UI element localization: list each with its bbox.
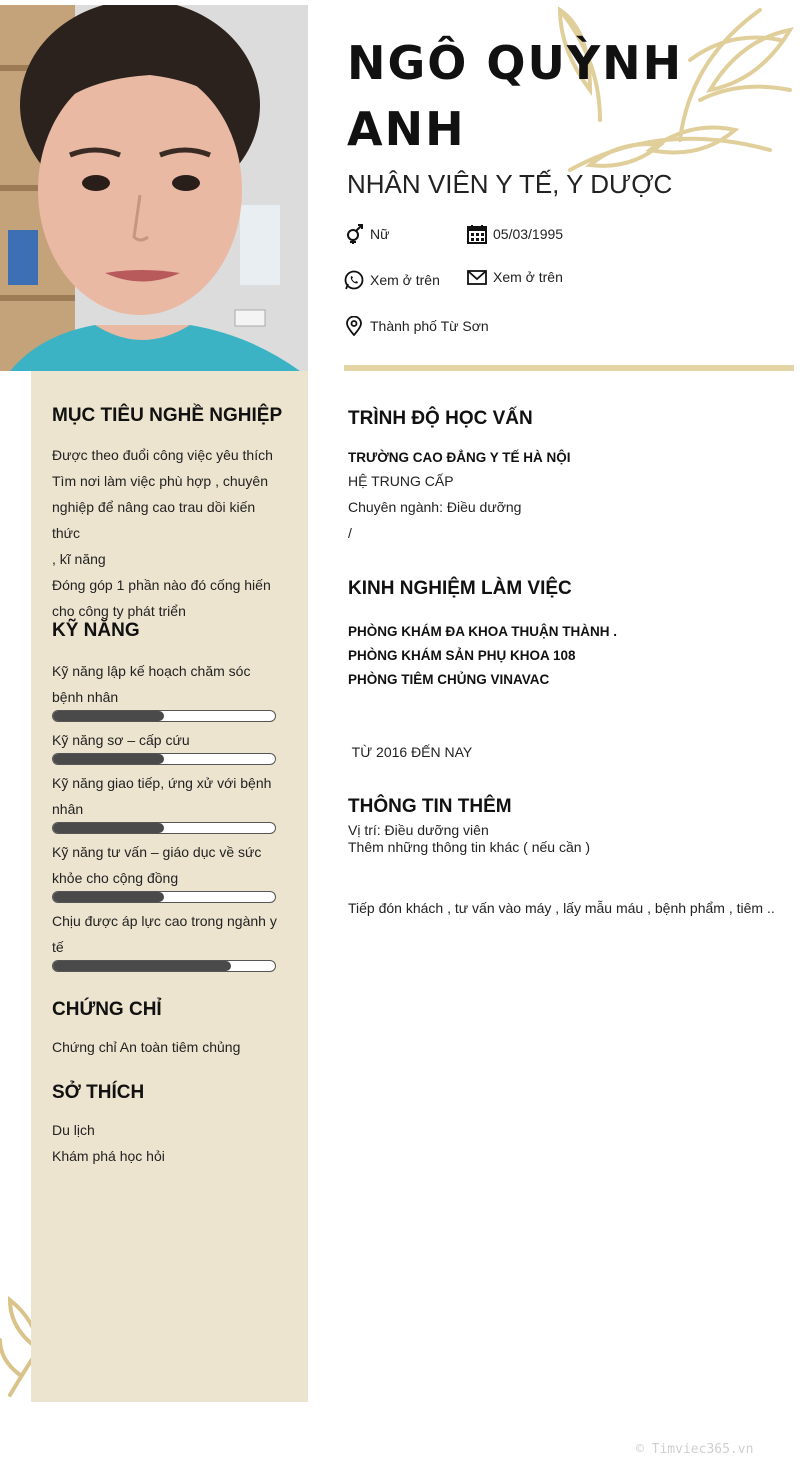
email-info: [467, 267, 563, 287]
watermark: © Timviec365.vn: [636, 1442, 754, 1457]
skill-label-line: nhân: [52, 801, 84, 817]
skill-label-line: Kỹ năng giao tiếp, ứng xử với bệnh: [52, 775, 272, 791]
company-name: PHÒNG KHÁM SẢN PHỤ KHOA 108: [348, 648, 576, 663]
profile-photo: [0, 5, 308, 371]
skill-3-fill: [53, 823, 164, 833]
gender-icon: [344, 224, 364, 244]
objective-line: Đóng góp 1 phần nào đó cống hiến: [52, 577, 271, 593]
name-line-2: ANH: [347, 102, 466, 156]
experience-period: TỪ 2016 ĐẾN NAY: [348, 744, 473, 760]
hobbies-list: [52, 1117, 165, 1169]
skill-2-fill: [53, 754, 164, 764]
phone-icon: [344, 270, 364, 290]
skill-label-line: bệnh nhân: [52, 689, 119, 705]
experience-title: KINH NGHIỆM LÀM VIỆC: [348, 578, 572, 599]
skill-5-label: [52, 908, 277, 960]
phone-info: [344, 270, 440, 290]
gender-info: [344, 224, 389, 244]
skill-1-fill: [53, 711, 164, 721]
skills-title: KỸ NĂNG: [52, 620, 140, 641]
skill-2-bar: [52, 753, 276, 765]
hobbies-title: SỞ THÍCH: [52, 1082, 145, 1103]
company-name: PHÒNG TIÊM CHỦNG VINAVAC: [348, 672, 550, 687]
objective-text: [52, 442, 286, 624]
education-extra: /: [348, 525, 352, 541]
phone-value: Xem ở trên: [370, 272, 440, 288]
skill-label-line: khỏe cho cộng đồng: [52, 870, 179, 886]
hobby-item: Khám phá học hỏi: [52, 1148, 165, 1164]
skill-4-bar: [52, 891, 276, 903]
skill-label-line: Kỹ năng lập kế hoạch chăm sóc: [52, 663, 251, 679]
objective-line: Tìm nơi làm việc phù hợp , chuyên: [52, 473, 269, 489]
hobby-item: Du lịch: [52, 1122, 95, 1138]
additional-text: Thêm những thông tin khác ( nếu cần ): [348, 839, 591, 855]
skill-label-line: Kỹ năng sơ – cấp cứu: [52, 732, 190, 748]
location-pin-icon: [344, 316, 364, 336]
skill-label-line: Chịu được áp lực cao trong ngành y: [52, 913, 277, 929]
address-info: [344, 316, 489, 336]
objective-line: , kĩ năng: [52, 551, 106, 567]
skill-4-label: [52, 839, 261, 891]
objective-line: cho công ty phát triển: [52, 603, 186, 619]
skill-label-line: Kỹ năng tư vấn – giáo dục về sức: [52, 844, 262, 860]
birthdate-info: [467, 224, 563, 244]
company-name: PHÒNG KHÁM ĐA KHOA THUẬN THÀNH .: [348, 624, 617, 639]
skill-2-label: [52, 727, 190, 753]
certificates-title: CHỨNG CHỈ: [52, 999, 162, 1020]
experience-description: Tiếp đón khách , tư vấn vào máy , lấy mẫu máu , bệnh phẩm , tiêm ..: [348, 900, 775, 916]
skill-1-bar: [52, 710, 276, 722]
calendar-icon: [467, 224, 487, 244]
skill-3-label: [52, 770, 271, 822]
objective-line: Được theo đuổi công việc yêu thích: [52, 447, 273, 463]
objective-line: nghiệp để nâng cao trau dồi kiến thức: [52, 499, 256, 541]
objective-title: MỤC TIÊU NGHỀ NGHIỆP: [52, 405, 283, 426]
education-level: HỆ TRUNG CẤP: [348, 473, 454, 489]
skill-3-bar: [52, 822, 276, 834]
birthdate-value: 05/03/1995: [493, 226, 564, 242]
education-major: Chuyên ngành: Điều dưỡng: [348, 499, 522, 515]
experience-companies: [348, 620, 617, 692]
gender-value: Nữ: [370, 226, 390, 242]
address-value: Thành phố Từ Sơn: [370, 318, 489, 334]
skill-5-fill: [53, 961, 231, 971]
education-school: TRƯỜNG CAO ĐẲNG Y TẾ HÀ NỘI: [348, 450, 571, 465]
skill-label-line: tế: [52, 939, 64, 955]
name-line-1: NGÔ QUỲNH: [347, 36, 684, 90]
mail-icon: [467, 267, 487, 287]
education-title: TRÌNH ĐỘ HỌC VẤN: [348, 408, 533, 429]
skill-5-bar: [52, 960, 276, 972]
additional-title: THÔNG TIN THÊM: [348, 796, 512, 817]
job-title: NHÂN VIÊN Y TẾ, Y DƯỢC: [347, 169, 673, 199]
header-divider: [344, 365, 794, 371]
experience-position: Vị trí: Điều dưỡng viên: [348, 822, 489, 838]
education-details: [348, 468, 521, 546]
certificate-item: Chứng chỉ An toàn tiêm chủng: [52, 1039, 241, 1055]
email-value: Xem ở trên: [493, 269, 563, 285]
skill-1-label: [52, 658, 250, 710]
skill-4-fill: [53, 892, 164, 902]
